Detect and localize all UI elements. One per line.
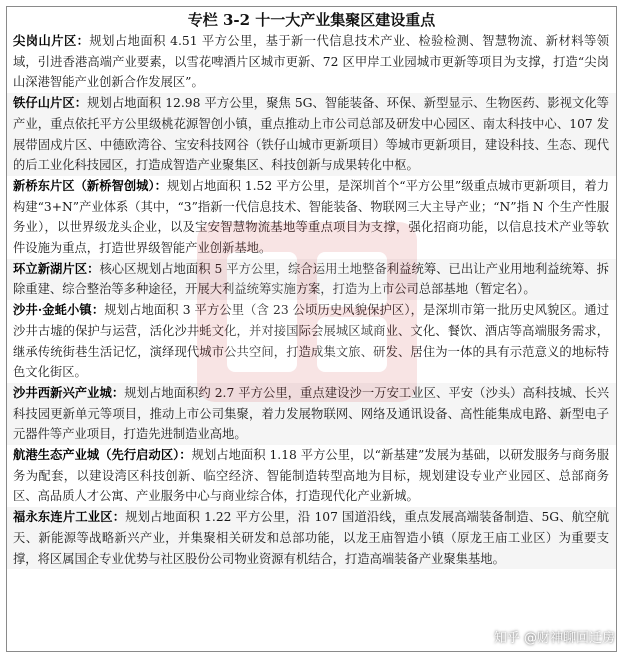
section-body: 规划占地面积 1.22 平方公里，沿 107 国道沿线，重点发展高端装备制造、5G、航空航天、新能源等战略新兴产业，并集聚相关研发和总部功能，以龙王庙智造小镇（原龙王庙工业区）为重要支撑，将区属国企专业优势与社区股份公司物业资源有机结合，打造高端装备产业聚集基地。 xyxy=(13,510,609,566)
section-name: 铁仔山片区： xyxy=(13,95,88,111)
section-name: 尖岗山片区： xyxy=(13,33,90,48)
section-name: 环立新湖片区： xyxy=(13,260,100,276)
section-body: 规划占地面积 1.18 平方公里，以“新基建”发展为基础，以研发服务与商务服务为配套，以建设湾区科技创新、临空经济、智能制造转型高地为目标，规划建设专业产业园区、总部商务区、高品质人才公寓、产业服务中心与商业综合体，打造现代化产业新城。 xyxy=(13,448,609,504)
section-hanggang xyxy=(7,445,616,507)
section-name: 沙井西新兴产业城： xyxy=(13,384,125,400)
section-huanlixinhu xyxy=(7,259,616,300)
section-body: 规划占地面积 1.52 平方公里，是深圳首个“平方公里”级重点城市更新项目，着力构建“3+N”产业体系（其中，“3”指新一代信息技术、智能装备、物联网三大主导产业；“N”指 N 个生产性服务业），以世界级龙头企业，以及宝安智慧物流基地等重点项目为支撑，强化招商功能，以信息技术产业等软件设施为重点，打造世界级智能产业创新基地。 xyxy=(13,178,609,256)
section-body: 规划占地面积 12.98 平方公里，聚焦 5G、智能装备、环保、新型显示、生物医药、影视文化等产业，重点依托平方公里级桃花源智创小镇，重点推动上市公司总部及研发中心园区、南太科技中心、107 发展带固戍片区、中德欧湾谷、宝安科技网谷（铁仔山城市更新项目）等城市更新项目，建设科技、生态、现代的后工业化科技园区，打造成智造产业聚集区、科技创新与成果转化中枢。 xyxy=(13,96,609,173)
section-shajingxi xyxy=(7,383,616,445)
section-name: 新桥东片区（新桥智创城）： xyxy=(13,177,167,193)
section-xinqiaodong xyxy=(7,176,616,259)
section-name: 沙井·金蚝小镇： xyxy=(13,302,105,318)
section-body: 规划占地面积 4.51 平方公里，基于新一代信息技术产业、检验检测、智慧物流、新材料等领域，引进香港高端产业要素，以雪花啤酒片区城市更新、72 区甲岸工业园城市更新等项目为支撑，打造“尖岗山深港智能产业创新合作发展区”。 xyxy=(13,34,609,90)
source-credit: 知乎 @财神聊回迁房 xyxy=(493,631,615,646)
column-title: 专栏 3-2 十一大产业集聚区建设重点 xyxy=(187,11,436,29)
section-fuyongdong xyxy=(7,507,616,569)
section-body: 规划占地面积 3 平方公里（含 23 公顷历史风貌保护区），是深圳市第一批历史风貌区。通过沙井古墟的保护与运营，活化沙井蚝文化，并对接国际会展城区域商业、文化、餐饮、酒店等高端服务需求，继承传统街巷生活记忆，演绎现代城市公共空间，打造成集文旅、研发、居住为一体的具有示范意义的地标特色文化街区。 xyxy=(13,303,609,380)
section-tiezaishan xyxy=(7,93,616,176)
section-body: 核心区规划占地面积 5 平方公里，综合运用土地整备利益统筹、已出让产业用地利益统筹、拆除重建、综合整治等多种途径，开展大利益统筹实施方案，打造为上市公司总部基地（暂定名）。 xyxy=(13,261,609,297)
section-name: 航港生态产业城（先行启动区）： xyxy=(13,447,192,463)
section-name: 福永东连片工业区： xyxy=(13,509,126,525)
section-body: 规划占地面积约 2.7 平方公里，重点建设沙一万安工业区、平安（沙头）高科技城、长兴科技园更新单元等项目，推动上市公司集聚，着力发展物联网、网络及通讯设备、高性能集成电路、新型电子元器件等产业项目，打造先进制造业高地。 xyxy=(13,385,609,442)
section-shajing-jinhao xyxy=(7,300,616,383)
section-jiangangshan xyxy=(7,31,616,93)
column-box xyxy=(6,6,617,652)
